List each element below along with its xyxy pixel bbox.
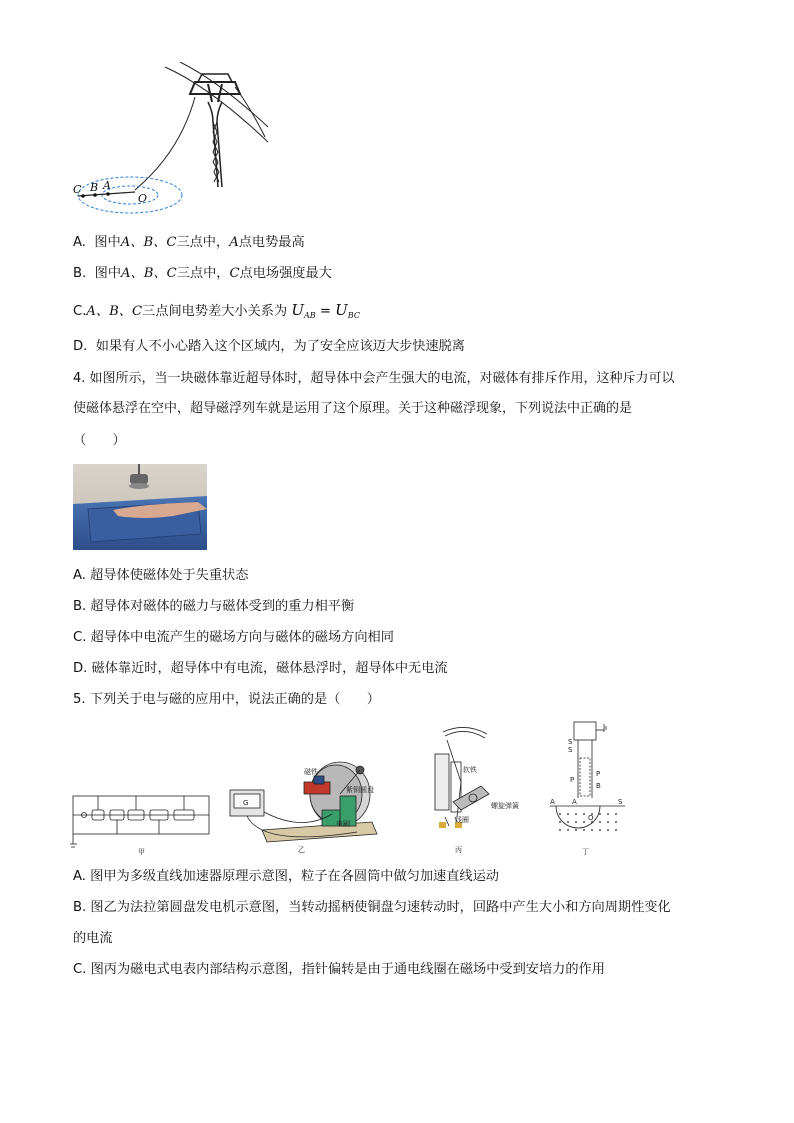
q4-stem-line2: 使磁体悬浮在空中，超导磁浮列车就是运用了这个原理。关于这种磁浮现象，下列说法中正确的是 xyxy=(73,401,633,416)
figure-yi-label-magnet: 磁铁 xyxy=(304,768,318,776)
q5-stem: 5. 下列关于电与磁的应用中，说法正确的是（ ） xyxy=(73,692,380,707)
figure-bing-label-soft-iron: 软铁 xyxy=(463,766,477,774)
q3-option-c: C.A、B、C三点间电势差大小关系为 $U_{AB} = U_{BC}$ xyxy=(73,301,360,320)
point-label-o: O xyxy=(138,192,148,205)
point-label-c: C xyxy=(73,183,82,196)
figure-ding-label-s1: S xyxy=(568,738,573,746)
figure-jia-caption: 甲 xyxy=(138,848,145,856)
figure-bing-label-coil: 线圈 xyxy=(455,816,469,824)
figure-ding-label-s0: S xyxy=(618,798,623,806)
figure-yi-faraday-disk xyxy=(222,752,382,856)
figure-yi-caption: 乙 xyxy=(298,846,305,854)
figure-bing-caption: 丙 xyxy=(455,846,462,854)
q3-option-d: D. 如果有人不小心踏入这个区域内，为了安全应该迈大步快速脱离 xyxy=(73,339,465,354)
figure-bing-label-spring: 螺旋弹簧 xyxy=(491,802,519,810)
q4-option-b: B. 超导体对磁体的磁力与磁体受到的重力相平衡 xyxy=(73,599,355,614)
q5-option-b-line2: 的电流 xyxy=(73,931,113,946)
q4-answer-blank: （ ） xyxy=(73,433,126,448)
q5-option-c: C. 图丙为磁电式电表内部结构示意图，指针偏转是由于通电线圈在磁场中受到安培力的作用 xyxy=(73,962,605,977)
figure-ding-label-a1: A xyxy=(550,798,555,806)
figure-yi-label-brush: 电刷 xyxy=(336,820,350,828)
figure-ding-label-s2: S xyxy=(568,746,573,754)
q3-option-b: B. 图中A、B、C三点中，C点电场强度最大 xyxy=(73,266,332,281)
tower-figure xyxy=(70,62,270,227)
q3-option-a: A. 图中A、B、C三点中，A点电势最高 xyxy=(73,235,305,250)
figure-yi-label-galvanometer: G xyxy=(243,799,249,807)
q4-option-d: D. 磁体靠近时，超导体中有电流，磁体悬浮时，超导体中无电流 xyxy=(73,661,448,676)
figure-ding-label-p1: P xyxy=(570,776,575,784)
figure-ding-spectrometer xyxy=(540,718,630,858)
figure-ding-label-o: O xyxy=(588,814,594,822)
figure-ding-label-p2: P xyxy=(596,770,601,778)
figure-ding-label-a2: A xyxy=(572,798,577,806)
q5-option-b-line1: B. 图乙为法拉第圆盘发电机示意图，当转动摇柄使铜盘匀速转动时，回路中产生大小和方向周期性变化 xyxy=(73,900,671,915)
figure-yi-label-copper-disk: 紫铜圆盘 xyxy=(346,786,374,794)
figure-ding-caption: 丁 xyxy=(582,848,589,856)
point-label-b: B xyxy=(90,181,99,194)
figure-bing-meter xyxy=(425,722,535,856)
q4-stem-line1: 4. 如图所示，当一块磁体靠近超导体时，超导体中会产生强大的电流，对磁体有排斥作用，这种斥力可以 xyxy=(73,371,675,386)
q4-option-c: C. 超导体中电流产生的磁场方向与磁体的磁场方向相同 xyxy=(73,630,394,645)
figure-jia-accelerator xyxy=(70,788,215,858)
point-label-a: A xyxy=(103,179,111,192)
q5-option-a: A. 图甲为多级直线加速器原理示意图，粒子在各圆筒中做匀加速直线运动 xyxy=(73,869,499,884)
figure-ding-label-b: B xyxy=(596,782,601,790)
maglev-photo xyxy=(73,464,207,550)
q4-option-a: A. 超导体使磁体处于失重状态 xyxy=(73,568,249,583)
